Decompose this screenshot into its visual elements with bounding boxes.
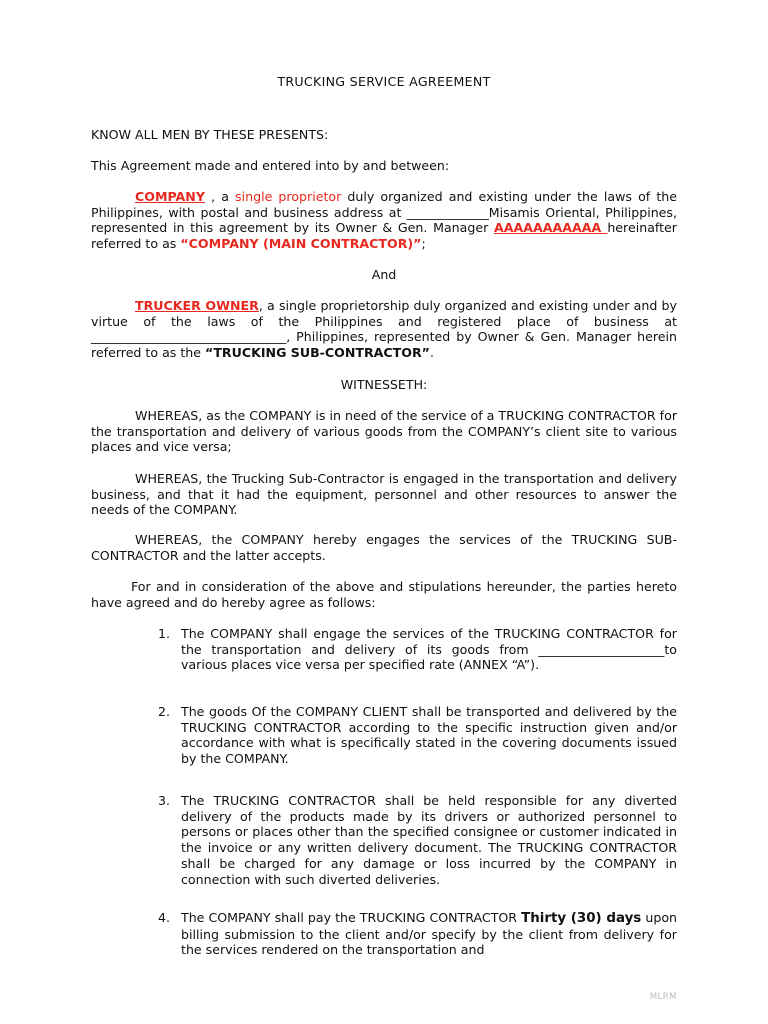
whereas-3-text: WHEREAS, the COMPANY hereby engages the services of the TRUCKING SUB-CONTRACTOR and the latter accepts. [91, 532, 677, 563]
whereas-2 [91, 471, 677, 518]
item-text-continued: upon billing submission to the client and/or specify by the client from delivery for the services rendered on the transportation and [181, 910, 678, 958]
whereas-1-text: WHEREAS, as the COMPANY is in need of the service of a TRUCKING CONTRACTOR for the transportation and delivery of various goods from the COMPANY’s client site to various places and vice versa; [91, 408, 677, 455]
party1-text2: hereinafter referred to as [91, 220, 677, 252]
party2-name: TRUCKER OWNER [135, 298, 259, 313]
list-item [158, 793, 677, 887]
consideration-paragraph [91, 579, 677, 610]
consideration-text: For and in consideration of the above and stipulations hereunder, the parties hereto have agreed and do hereby agree as follows: [91, 579, 677, 610]
party2-end: . [429, 345, 434, 361]
list-item [158, 704, 677, 767]
list-item [158, 626, 677, 673]
party1-text1: duly organized and existing under the laws of the Philippines, with postal and business address at _____________Misamis Oriental, Philippines, represented in this agreement by its Owner & Gen. Manager [91, 189, 677, 236]
item-number: 4. [158, 910, 171, 925]
party2-text1: , a single proprietorship duly organized and existing under and by virtue of the laws of the Philippines and registered place of business at _______________________________, Philippines, represented by Owner & Gen. Manager herein referred to as the [91, 298, 678, 361]
item-number: 3. [158, 793, 171, 808]
whereas-3 [91, 532, 677, 563]
party2-paragraph [91, 298, 677, 361]
party1-label: “COMPANY (MAIN CONTRACTOR)” [180, 236, 422, 252]
item-text: The COMPANY shall pay the TRUCKING CONTRACTOR [181, 910, 522, 925]
document-title: TRUCKING SERVICE AGREEMENT [277, 74, 491, 89]
intro-line: This Agreement made and entered into by and between: [91, 158, 450, 173]
party1-paragraph [91, 189, 677, 252]
item-number: 2. [158, 704, 171, 719]
witnesseth-heading: WITNESSETH: [340, 377, 428, 392]
terms-list [158, 626, 677, 673]
list-item [158, 910, 678, 958]
footer-initials: MLRM [649, 992, 677, 1002]
terms-list [158, 910, 678, 958]
item-text: The COMPANY shall engage the services of the TRUCKING CONTRACTOR for the transportation and delivery of its goods from ____________________to various places vice versa per specified rate (ANNEX “A”). [181, 626, 677, 673]
party1-name: COMPANY [135, 189, 205, 204]
item-bold-term: Thirty (30) days [521, 911, 642, 926]
item-text: The goods Of the COMPANY CLIENT shall be transported and delivered by the TRUCKING CONTRACTOR according to the specific instruction given and/or accordance with what is specifically stated in the covering documents issued by the COMPANY. [181, 704, 677, 767]
terms-list [158, 793, 677, 887]
terms-list [158, 704, 677, 767]
whereas-2-text: WHEREAS, the Trucking Sub-Contractor is engaged in the transportation and delivery business, and that it had the equipment, personnel and other resources to answer the needs of the COMPANY. [91, 471, 677, 518]
and-line: And [371, 267, 397, 282]
party1-manager: AAAAAAAAAAA [494, 220, 608, 236]
party1-sep: , a [204, 189, 236, 204]
party2-label: “TRUCKING SUB-CONTRACTOR” [205, 345, 430, 361]
party1-end: ; [421, 236, 426, 252]
whereas-1 [91, 408, 677, 455]
party1-type: single proprietor [235, 189, 342, 204]
know-all-line: KNOW ALL MEN BY THESE PRESENTS: [91, 127, 329, 142]
item-number: 1. [158, 626, 171, 641]
item-text: The TRUCKING CONTRACTOR shall be held responsible for any diverted delivery of the products made by its drivers or authorized personnel to persons or places other than the specified consignee or customer indicated in the invoice or any written delivery document. The TRUCKING CONTRACTOR shall be charged for any damage or loss incurred by the COMPANY in connection with such diverted deliveries. [181, 793, 677, 887]
